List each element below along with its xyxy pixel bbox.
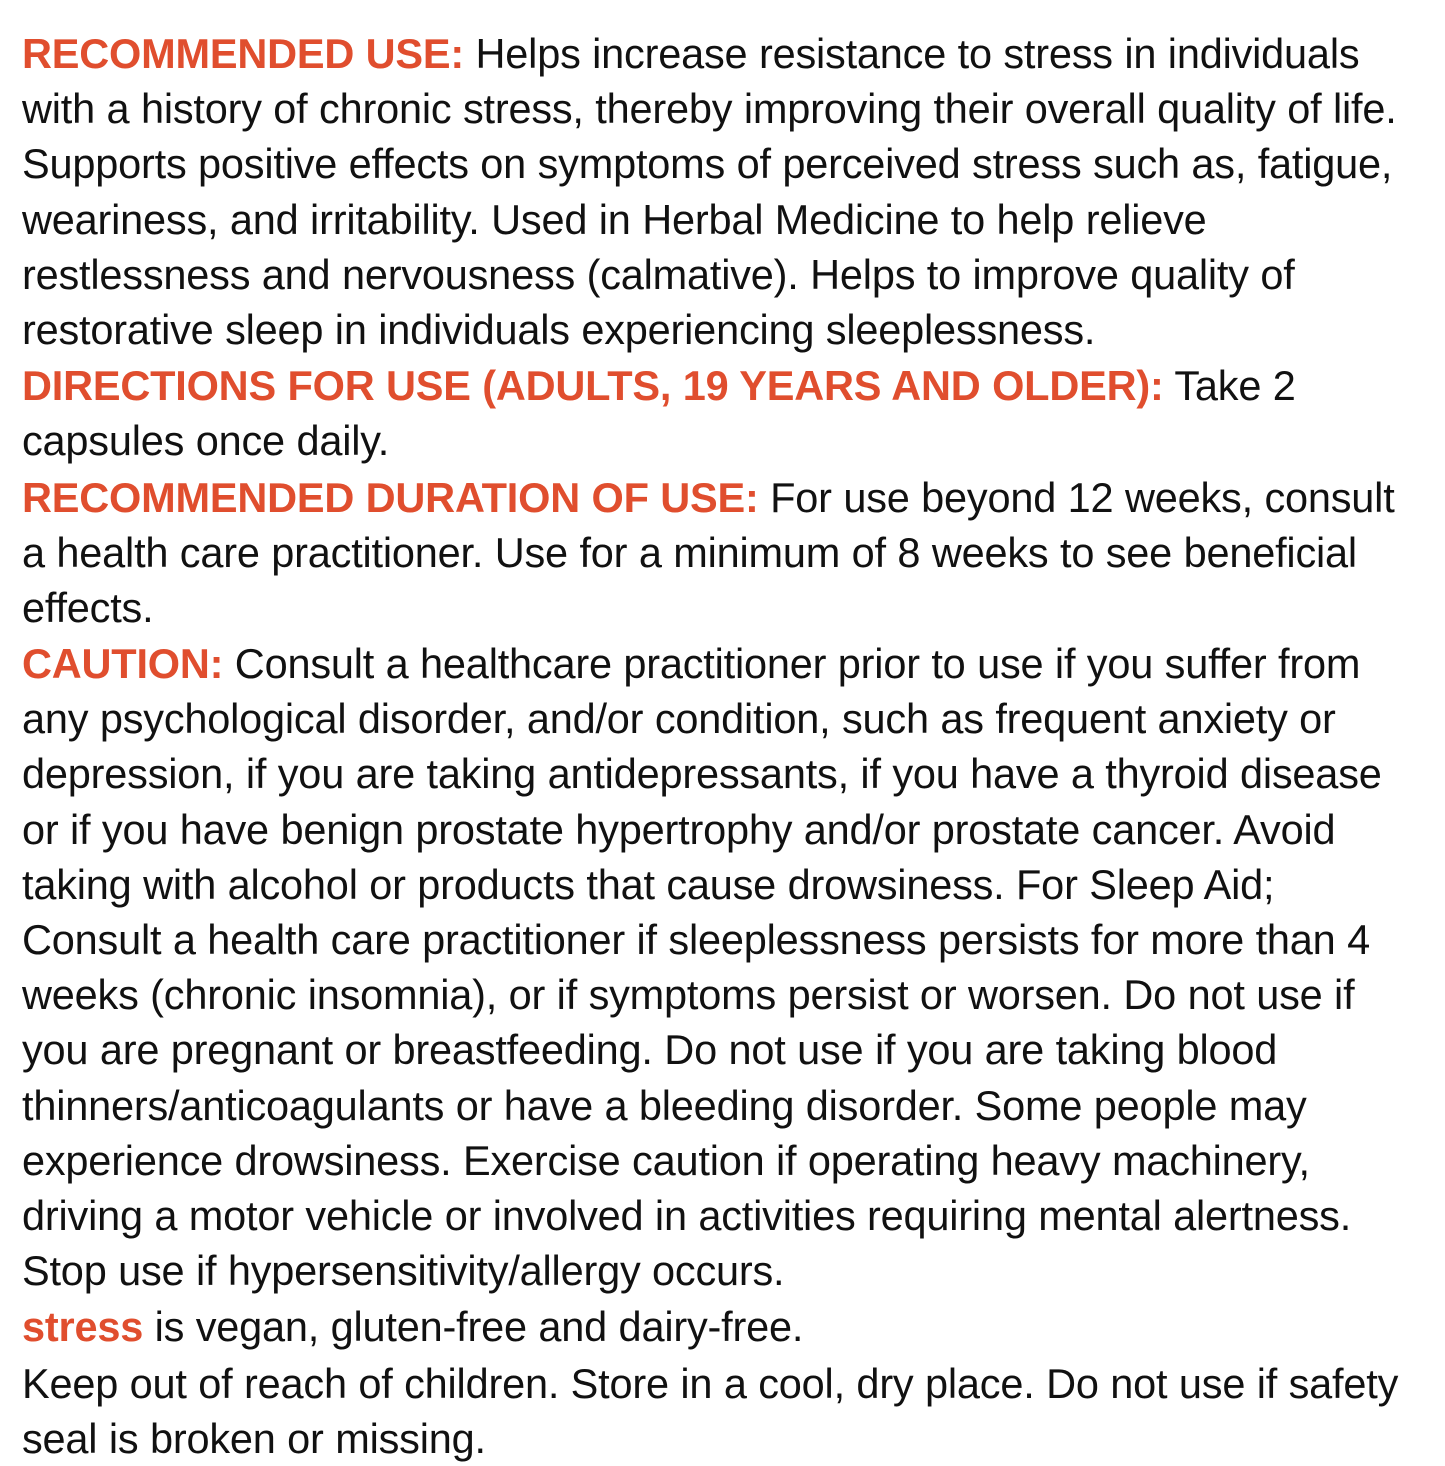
recommended-duration-body: For use beyond 12 weeks, consult a health care practitioner. Use for a minimum of 8 weeks to see beneficial effects. — [22, 473, 1395, 631]
recommended-duration-heading: RECOMMENDED DURATION OF USE: — [22, 473, 759, 521]
caution-paragraph — [22, 636, 1419, 1298]
storage-warning-body: Keep out of reach of children. Store in a cool, dry place. Do not use if safety seal is broken or missing. — [22, 1359, 1399, 1462]
dietary-claims-body: is vegan, gluten-free and dairy-free. — [143, 1303, 804, 1351]
recommended-use-body: Helps increase resistance to stress in individuals with a history of chronic stress, thereby improving their overall quality of life. Supports positive effects on symptoms of perceived stress such as, fatigue, weariness, and irritability. Used in Herbal Medicine to help relieve restlessness and nervousness (calmative). Helps to improve quality of restorative sleep in individuals experiencing sleeplessness. — [22, 30, 1397, 353]
dietary-claims-paragraph — [22, 1299, 1419, 1354]
recommended-use-paragraph — [22, 26, 1419, 357]
storage-warning-paragraph — [22, 1356, 1419, 1466]
directions-for-use-body: Take 2 capsules once daily. — [22, 362, 1296, 465]
caution-heading: CAUTION: — [22, 640, 224, 688]
directions-for-use-paragraph — [22, 358, 1419, 468]
directions-for-use-heading: DIRECTIONS FOR USE (ADULTS, 19 YEARS AND OLDER): — [22, 362, 1164, 410]
caution-body: Consult a healthcare practitioner prior to use if you suffer from any psychological disorder, and/or condition, such as frequent anxiety or depression, if you are taking antidepressants, if you have a thyroid disease or if you have benign prostate hypertrophy and/or prostate cancer. Avoid taking with alcohol or products that cause drowsiness. For Sleep Aid; Consult a health care practitioner if sleeplessness persists for more than 4 weeks (chronic insomnia), or if symptoms persist or worsen. Do not use if you are pregnant or breastfeeding. Do not use if you are taking blood thinners/anticoagulants or have a bleeding disorder. Some people may experience drowsiness. Exercise caution if operating heavy machinery, driving a motor vehicle or involved in activities requiring mental alertness. Stop use if hypersensitivity/allergy occurs. — [22, 640, 1382, 1295]
recommended-use-heading: RECOMMENDED USE: — [22, 30, 464, 77]
recommended-duration-paragraph — [22, 470, 1419, 636]
product-name-word: stress — [22, 1303, 144, 1351]
